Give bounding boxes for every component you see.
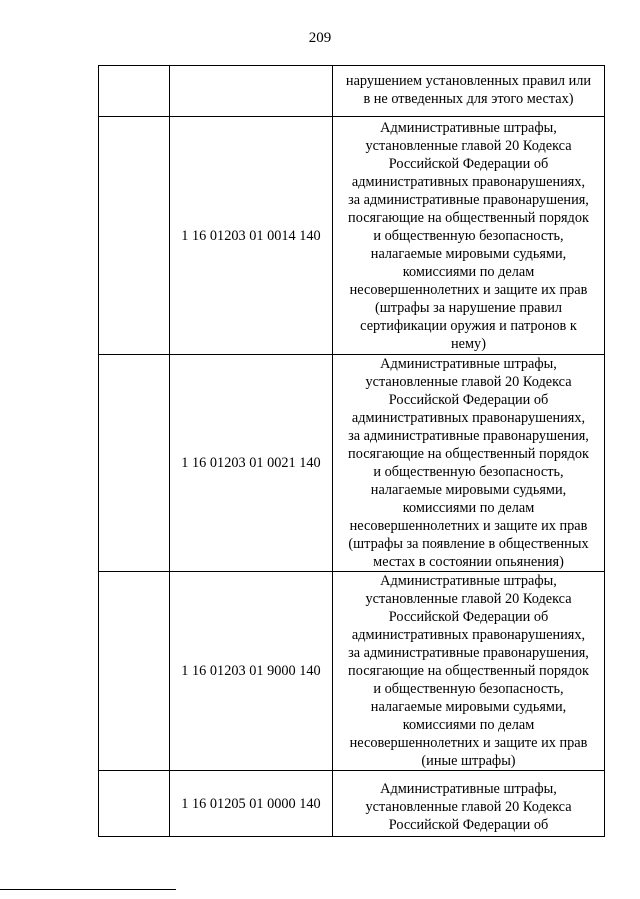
description-line: Административные штрафы,	[380, 781, 557, 797]
index-cell	[99, 355, 170, 572]
description-line: (штрафы за нарушение правил	[374, 299, 563, 316]
index-cell	[99, 66, 170, 117]
description-line: сертификации оружия и патронов к	[360, 317, 577, 334]
description-line: налагаемые мировыми судьями,	[370, 482, 567, 498]
page-number: 209	[308, 30, 332, 46]
table-row	[99, 355, 605, 572]
description-line: посягающие на общественный порядок	[348, 663, 589, 679]
description-line: Российской Федерации об	[388, 609, 549, 625]
code-cell: 1 16 01203 01 0021 140	[170, 355, 333, 572]
description-line: административных правонарушениях,	[351, 627, 586, 643]
description-line: несовершеннолетних и защите их прав	[349, 281, 588, 298]
description-line: установленные главой 20 Кодекса	[365, 137, 572, 154]
description-line: за административные правонарушения,	[348, 428, 589, 444]
table-row	[99, 771, 605, 837]
table-row	[99, 117, 605, 355]
description-line: Российской Федерации об	[388, 155, 549, 172]
index-cell	[99, 572, 170, 771]
description-line: Административные штрафы,	[380, 573, 557, 589]
description-cell	[333, 355, 605, 572]
index-cell	[99, 771, 170, 837]
code-cell: 1 16 01205 01 0000 140	[170, 771, 333, 837]
description-line: административных правонарушениях,	[351, 410, 586, 426]
description-line: налагаемые мировыми судьями,	[370, 245, 567, 262]
code-cell: 1 16 01203 01 0014 140	[170, 117, 333, 355]
description-cell	[333, 117, 605, 355]
description-line: комиссиями по делам	[402, 263, 535, 280]
description-line: несовершеннолетних и защите их прав	[349, 735, 588, 751]
table-row	[99, 66, 605, 117]
description-line: за административные правонарушения,	[348, 191, 589, 208]
description-line: (иные штрафы)	[421, 753, 516, 769]
table-row	[99, 572, 605, 771]
description-line: за административные правонарушения,	[348, 645, 589, 661]
description-line: комиссиями по делам	[402, 500, 535, 516]
table-body	[99, 66, 605, 837]
description-line: налагаемые мировыми судьями,	[370, 699, 567, 715]
description-line: посягающие на общественный порядок	[348, 209, 589, 226]
description-line: нарушением установленных правил или	[345, 73, 592, 89]
classification-table	[98, 65, 605, 837]
description-line: установленные главой 20 Кодекса	[365, 591, 572, 607]
description-line: и общественную безопасность,	[373, 464, 564, 480]
description-line: установленные главой 20 Кодекса	[365, 799, 572, 815]
description-line: несовершеннолетних и защите их прав	[349, 518, 588, 534]
description-line: комиссиями по делам	[402, 717, 535, 733]
description-line: нему)	[451, 335, 486, 352]
code-cell	[170, 66, 333, 117]
description-cell	[333, 66, 605, 117]
index-cell	[99, 117, 170, 355]
description-cell	[333, 572, 605, 771]
description-line: Российской Федерации об	[388, 817, 549, 833]
description-line: Административные штрафы,	[380, 356, 557, 372]
description-line: и общественную безопасность,	[373, 227, 564, 244]
description-line: Российской Федерации об	[388, 392, 549, 408]
code-cell: 1 16 01203 01 9000 140	[170, 572, 333, 771]
description-line: местах в состоянии опьянения)	[373, 554, 564, 570]
description-line: и общественную безопасность,	[373, 681, 564, 697]
footnote-separator	[0, 889, 176, 890]
description-line: (штрафы за появление в общественных	[348, 536, 589, 552]
description-line: административных правонарушениях,	[351, 173, 586, 190]
description-line: посягающие на общественный порядок	[348, 446, 589, 462]
description-line: Административные штрафы,	[380, 119, 557, 136]
description-line: в не отведенных для этого местах)	[363, 91, 574, 107]
description-cell	[333, 771, 605, 837]
description-line: установленные главой 20 Кодекса	[365, 374, 572, 390]
